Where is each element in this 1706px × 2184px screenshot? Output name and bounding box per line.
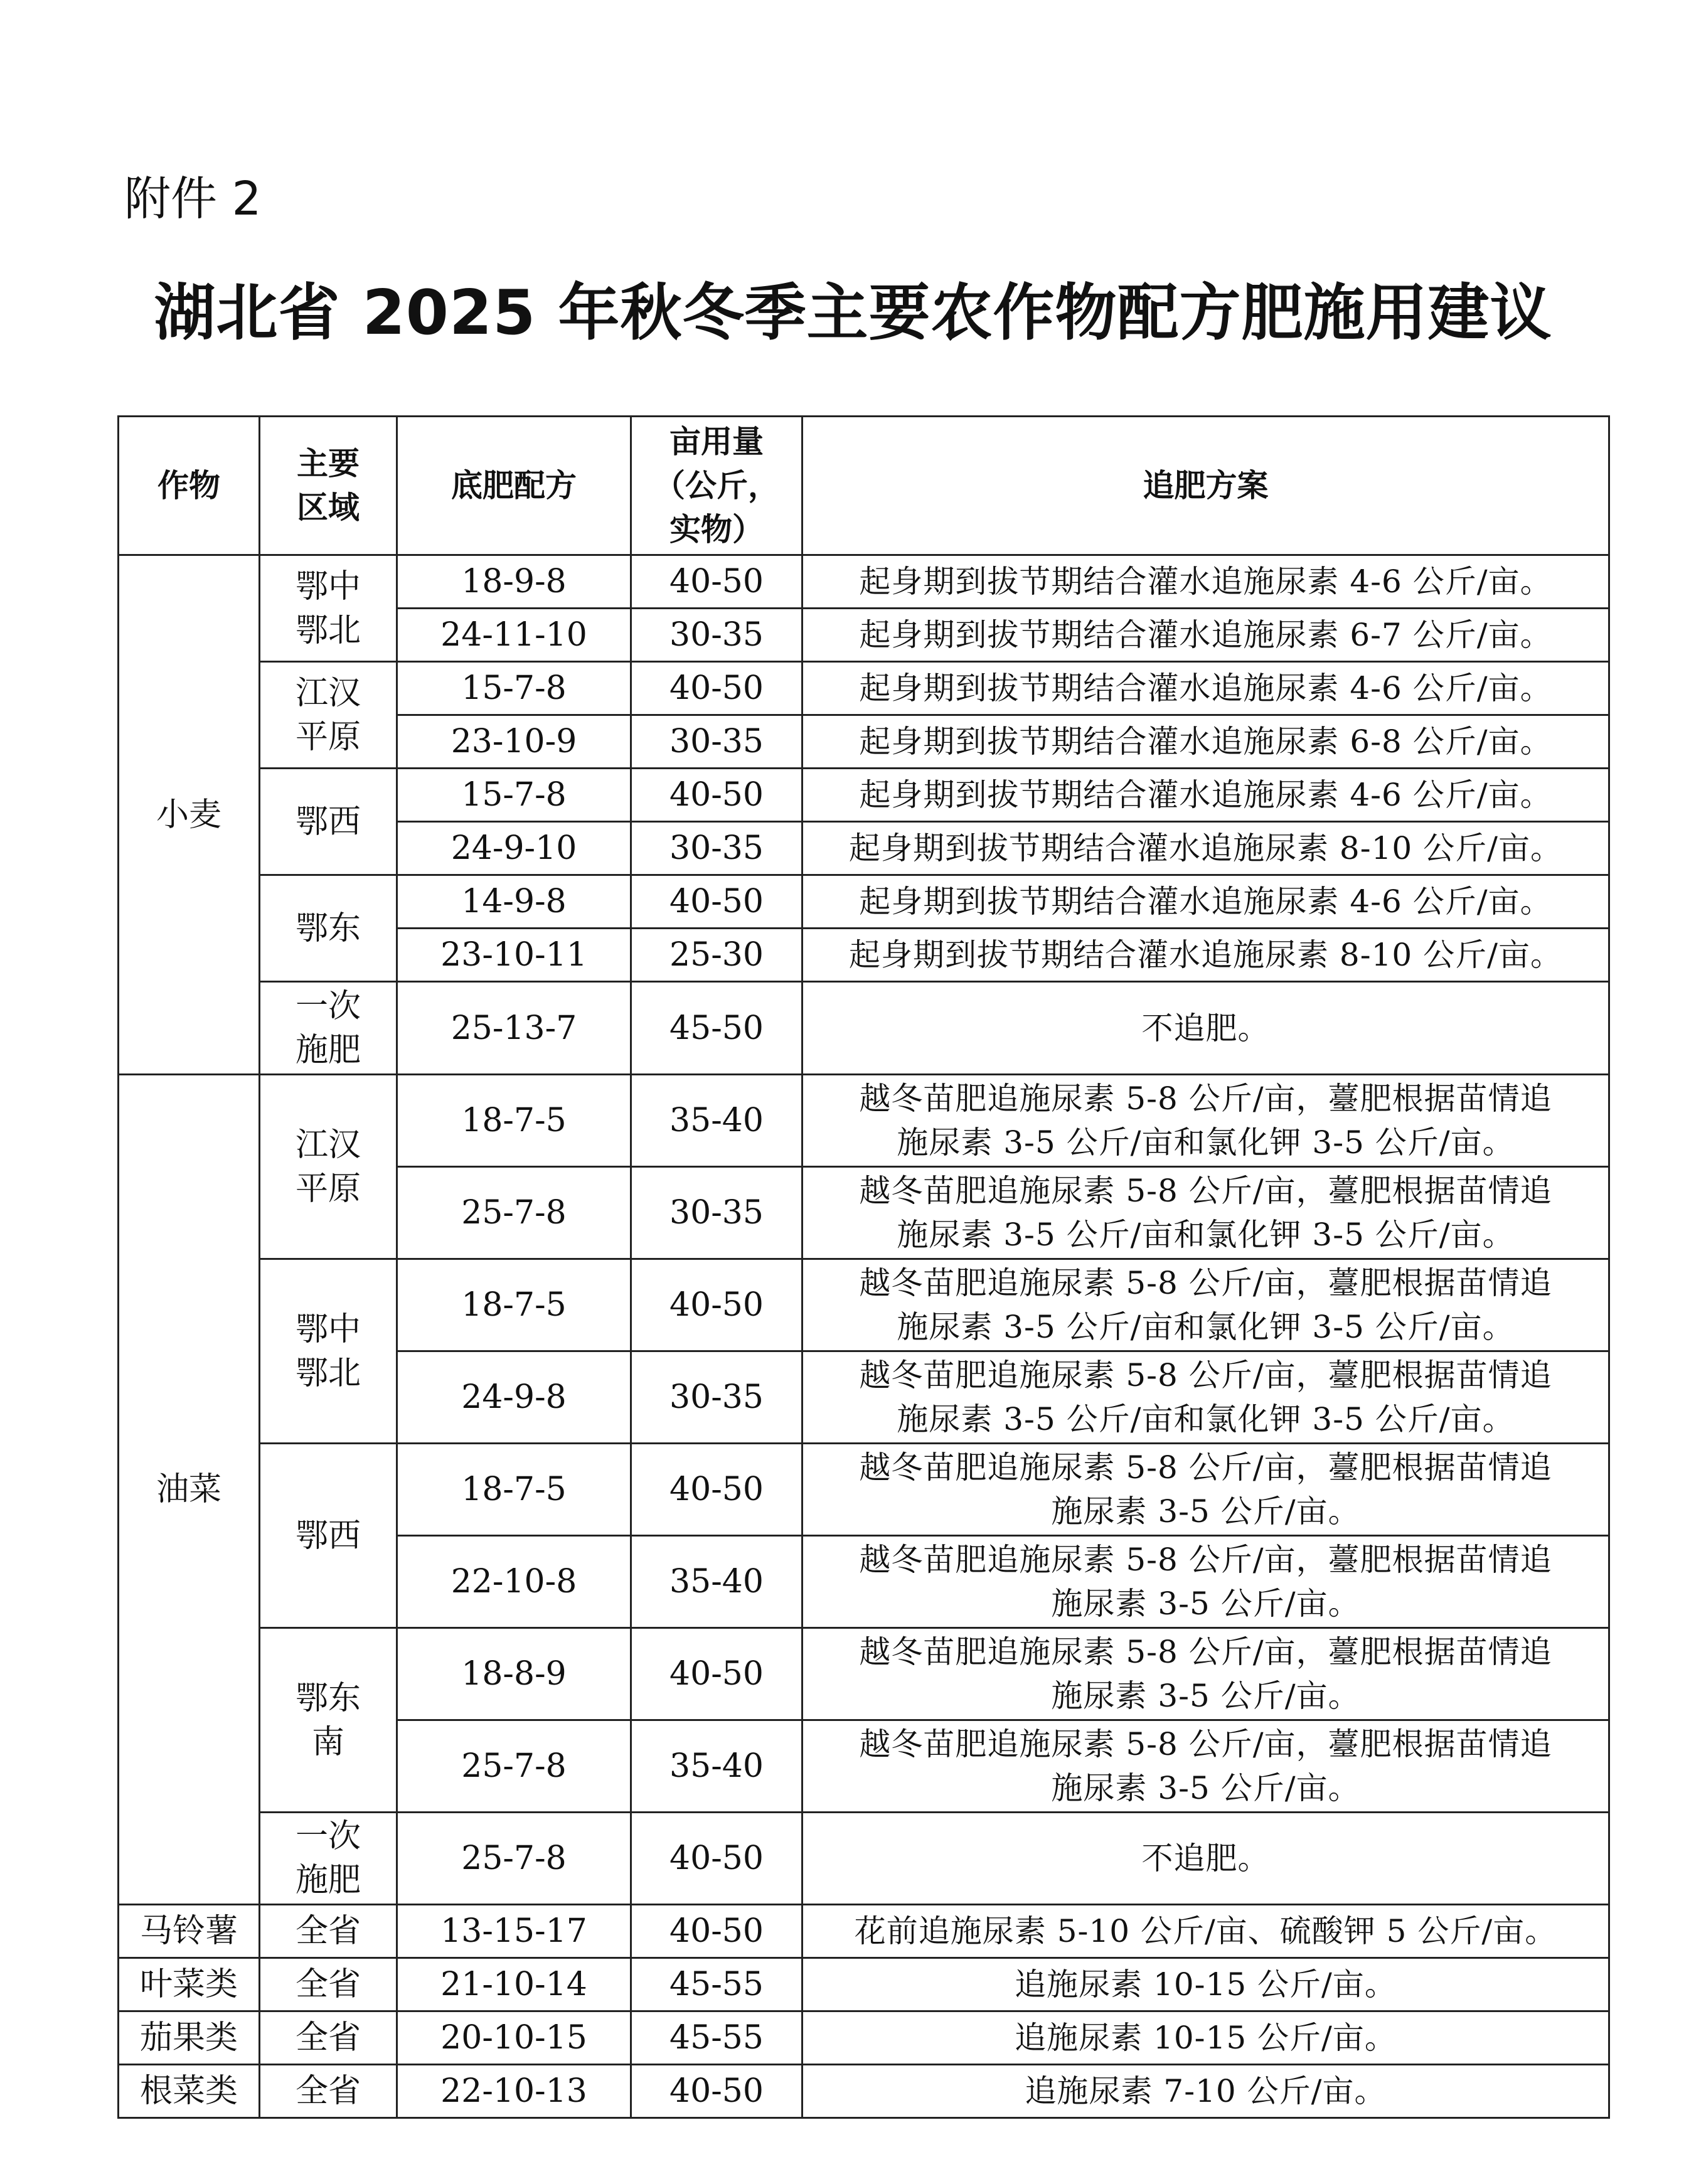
formula-cell: 18-9-8 bbox=[397, 555, 631, 609]
plan-cell: 不追肥。 bbox=[802, 982, 1609, 1075]
plan-cell: 起身期到拔节期结合灌水追施尿素 6-8 公斤/亩。 bbox=[802, 715, 1609, 769]
plan-cell: 越冬苗肥追施尿素 5-8 公斤/亩，薹肥根据苗情追 施尿素 3-5 公斤/亩和氯化钾 3-5 公斤/亩。 bbox=[802, 1351, 1609, 1444]
amount-cell: 30-35 bbox=[631, 822, 802, 875]
table-row bbox=[119, 1905, 1609, 1958]
formula-cell: 18-8-9 bbox=[397, 1628, 631, 1720]
formula-cell: 18-7-5 bbox=[397, 1444, 631, 1536]
amount-cell: 25-30 bbox=[631, 929, 802, 982]
formula-cell: 22-10-8 bbox=[397, 1536, 631, 1628]
fertilizer-table bbox=[117, 415, 1610, 2119]
formula-cell: 23-10-11 bbox=[397, 929, 631, 982]
table-row bbox=[119, 875, 1609, 929]
formula-cell: 13-15-17 bbox=[397, 1905, 631, 1958]
region-cell: 江汉 平原 bbox=[260, 662, 397, 769]
plan-cell: 追施尿素 10-15 公斤/亩。 bbox=[802, 1958, 1609, 2011]
header-amount: 亩用量 （公斤， 实物） bbox=[631, 417, 802, 555]
plan-cell: 越冬苗肥追施尿素 5-8 公斤/亩，薹肥根据苗情追 施尿素 3-5 公斤/亩和氯化钾 3-5 公斤/亩。 bbox=[802, 1075, 1609, 1167]
crop-cell: 油菜 bbox=[119, 1075, 260, 1905]
amount-cell: 40-50 bbox=[631, 555, 802, 609]
amount-cell: 40-50 bbox=[631, 1444, 802, 1536]
formula-cell: 15-7-8 bbox=[397, 662, 631, 715]
formula-cell: 22-10-13 bbox=[397, 2065, 631, 2118]
plan-cell: 不追肥。 bbox=[802, 1813, 1609, 1905]
crop-cell: 叶菜类 bbox=[119, 1958, 260, 2011]
formula-cell: 18-7-5 bbox=[397, 1259, 631, 1351]
plan-cell: 花前追施尿素 5-10 公斤/亩、硫酸钾 5 公斤/亩。 bbox=[802, 1905, 1609, 1958]
amount-cell: 40-50 bbox=[631, 1905, 802, 1958]
formula-cell: 18-7-5 bbox=[397, 1075, 631, 1167]
region-cell: 全省 bbox=[260, 2011, 397, 2065]
crop-cell: 根菜类 bbox=[119, 2065, 260, 2118]
page-title: 湖北省 2025 年秋冬季主要农作物配方肥施用建议 bbox=[154, 277, 1552, 349]
formula-cell: 24-11-10 bbox=[397, 609, 631, 662]
plan-cell: 起身期到拔节期结合灌水追施尿素 8-10 公斤/亩。 bbox=[802, 822, 1609, 875]
amount-cell: 40-50 bbox=[631, 1628, 802, 1720]
table-row bbox=[119, 1075, 1609, 1167]
plan-cell: 起身期到拔节期结合灌水追施尿素 4-6 公斤/亩。 bbox=[802, 662, 1609, 715]
amount-cell: 40-50 bbox=[631, 1813, 802, 1905]
region-cell: 全省 bbox=[260, 1905, 397, 1958]
table-header-row bbox=[119, 417, 1609, 555]
amount-cell: 35-40 bbox=[631, 1720, 802, 1813]
formula-cell: 14-9-8 bbox=[397, 875, 631, 929]
plan-cell: 越冬苗肥追施尿素 5-8 公斤/亩，薹肥根据苗情追 施尿素 3-5 公斤/亩。 bbox=[802, 1628, 1609, 1720]
amount-cell: 30-35 bbox=[631, 609, 802, 662]
region-cell: 全省 bbox=[260, 1958, 397, 2011]
region-cell: 一次 施肥 bbox=[260, 1813, 397, 1905]
table-row bbox=[119, 1813, 1609, 1905]
plan-cell: 越冬苗肥追施尿素 5-8 公斤/亩，薹肥根据苗情追 施尿素 3-5 公斤/亩和氯化钾 3-5 公斤/亩。 bbox=[802, 1259, 1609, 1351]
formula-cell: 23-10-9 bbox=[397, 715, 631, 769]
formula-cell: 15-7-8 bbox=[397, 769, 631, 822]
plan-cell: 追施尿素 7-10 公斤/亩。 bbox=[802, 2065, 1609, 2118]
plan-cell: 起身期到拔节期结合灌水追施尿素 8-10 公斤/亩。 bbox=[802, 929, 1609, 982]
amount-cell: 40-50 bbox=[631, 875, 802, 929]
amount-cell: 40-50 bbox=[631, 2065, 802, 2118]
table-row bbox=[119, 982, 1609, 1075]
table-row bbox=[119, 769, 1609, 822]
crop-cell: 小麦 bbox=[119, 555, 260, 1075]
formula-cell: 25-7-8 bbox=[397, 1167, 631, 1259]
table-row bbox=[119, 662, 1609, 715]
formula-cell: 25-13-7 bbox=[397, 982, 631, 1075]
region-cell: 一次 施肥 bbox=[260, 982, 397, 1075]
formula-cell: 20-10-15 bbox=[397, 2011, 631, 2065]
amount-cell: 35-40 bbox=[631, 1075, 802, 1167]
region-cell: 鄂中 鄂北 bbox=[260, 555, 397, 662]
plan-cell: 越冬苗肥追施尿素 5-8 公斤/亩，薹肥根据苗情追 施尿素 3-5 公斤/亩。 bbox=[802, 1444, 1609, 1536]
table-row bbox=[119, 555, 1609, 609]
table-row bbox=[119, 2065, 1609, 2118]
amount-cell: 40-50 bbox=[631, 769, 802, 822]
table-row bbox=[119, 1628, 1609, 1720]
plan-cell: 越冬苗肥追施尿素 5-8 公斤/亩，薹肥根据苗情追 施尿素 3-5 公斤/亩。 bbox=[802, 1536, 1609, 1628]
plan-cell: 起身期到拔节期结合灌水追施尿素 4-6 公斤/亩。 bbox=[802, 769, 1609, 822]
attachment-label: 附件 2 bbox=[124, 172, 262, 226]
table-row bbox=[119, 2011, 1609, 2065]
header-region: 主要 区域 bbox=[260, 417, 397, 555]
header-crop: 作物 bbox=[119, 417, 260, 555]
amount-cell: 40-50 bbox=[631, 662, 802, 715]
region-cell: 江汉 平原 bbox=[260, 1075, 397, 1259]
formula-cell: 21-10-14 bbox=[397, 1958, 631, 2011]
amount-cell: 45-55 bbox=[631, 1958, 802, 2011]
table-row bbox=[119, 1444, 1609, 1536]
crop-cell: 马铃薯 bbox=[119, 1905, 260, 1958]
amount-cell: 45-55 bbox=[631, 2011, 802, 2065]
amount-cell: 40-50 bbox=[631, 1259, 802, 1351]
amount-cell: 45-50 bbox=[631, 982, 802, 1075]
crop-cell: 茄果类 bbox=[119, 2011, 260, 2065]
formula-cell: 25-7-8 bbox=[397, 1720, 631, 1813]
region-cell: 鄂西 bbox=[260, 769, 397, 875]
plan-cell: 起身期到拔节期结合灌水追施尿素 4-6 公斤/亩。 bbox=[802, 555, 1609, 609]
plan-cell: 起身期到拔节期结合灌水追施尿素 4-6 公斤/亩。 bbox=[802, 875, 1609, 929]
plan-cell: 越冬苗肥追施尿素 5-8 公斤/亩，薹肥根据苗情追 施尿素 3-5 公斤/亩和氯化钾 3-5 公斤/亩。 bbox=[802, 1167, 1609, 1259]
amount-cell: 30-35 bbox=[631, 1167, 802, 1259]
region-cell: 鄂中 鄂北 bbox=[260, 1259, 397, 1444]
plan-cell: 越冬苗肥追施尿素 5-8 公斤/亩，薹肥根据苗情追 施尿素 3-5 公斤/亩。 bbox=[802, 1720, 1609, 1813]
plan-cell: 起身期到拔节期结合灌水追施尿素 6-7 公斤/亩。 bbox=[802, 609, 1609, 662]
region-cell: 鄂西 bbox=[260, 1444, 397, 1628]
region-cell: 全省 bbox=[260, 2065, 397, 2118]
header-formula: 底肥配方 bbox=[397, 417, 631, 555]
header-topdress: 追肥方案 bbox=[802, 417, 1609, 555]
amount-cell: 30-35 bbox=[631, 1351, 802, 1444]
region-cell: 鄂东 南 bbox=[260, 1628, 397, 1813]
table-row bbox=[119, 1259, 1609, 1351]
table-row bbox=[119, 1958, 1609, 2011]
plan-cell: 追施尿素 10-15 公斤/亩。 bbox=[802, 2011, 1609, 2065]
amount-cell: 35-40 bbox=[631, 1536, 802, 1628]
region-cell: 鄂东 bbox=[260, 875, 397, 982]
formula-cell: 24-9-10 bbox=[397, 822, 631, 875]
formula-cell: 24-9-8 bbox=[397, 1351, 631, 1444]
amount-cell: 30-35 bbox=[631, 715, 802, 769]
formula-cell: 25-7-8 bbox=[397, 1813, 631, 1905]
